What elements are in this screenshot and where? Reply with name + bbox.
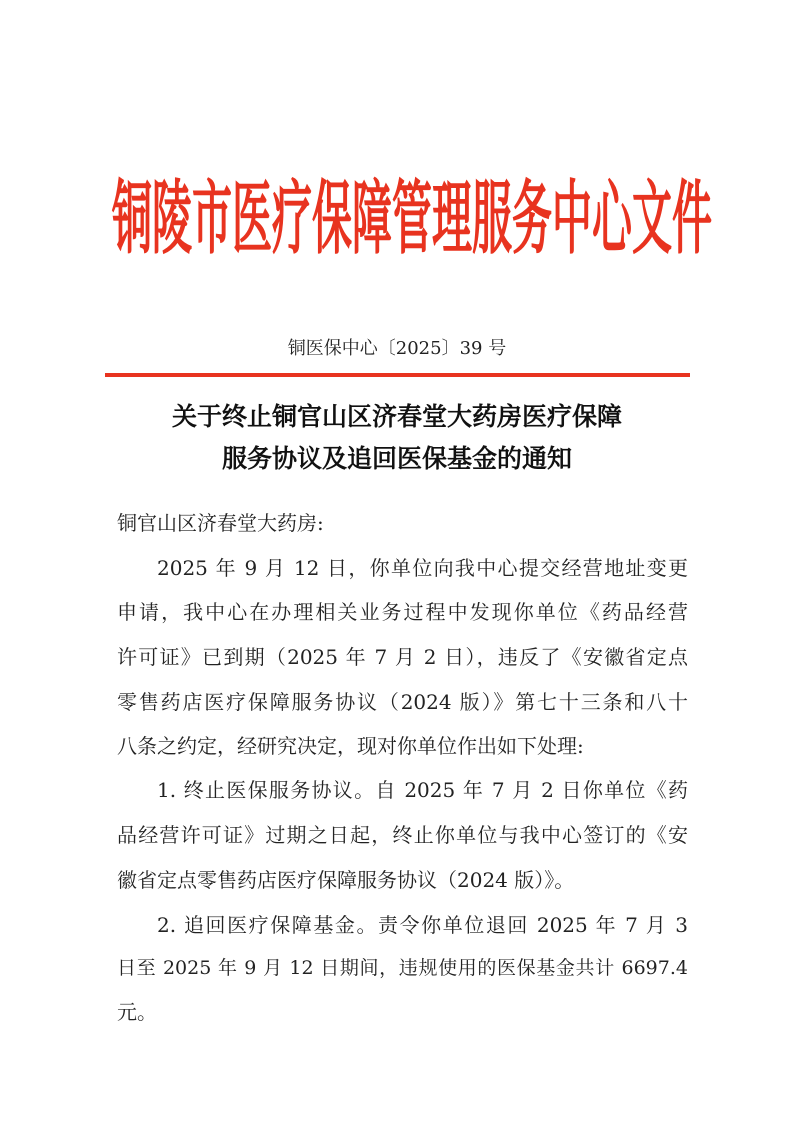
body-line: 1. 终止医保服务协议。自 2025 年 7 月 2 日你单位《药 [157, 778, 688, 802]
body-line: 许可证》已到期（2025 年 7 月 2 日），违反了《安徽省定点 [117, 645, 688, 669]
body-line: 日至 2025 年 9 月 12 日期间，违规使用的医保基金共计 6697.4 [117, 957, 688, 979]
notice-title-line-1: 关于终止铜官山区济春堂大药房医疗保障 [171, 402, 622, 431]
body-line: 2025 年 9 月 12 日，你单位向我中心提交经营地址变更 [157, 556, 688, 580]
org-header-text: 铜陵市医疗保障管理服务中心文件 [112, 174, 712, 266]
addressee: 铜官山区济春堂大药房: [117, 511, 324, 535]
body-line: 品经营许可证》过期之日起，终止你单位与我中心签订的《安 [117, 823, 688, 847]
notice-title-line-2: 服务协议及追回医保基金的通知 [221, 444, 572, 473]
org-header-title [112, 170, 712, 270]
red-divider [105, 373, 690, 377]
body-line: 元。 [117, 1000, 157, 1024]
body-line: 2. 追回医疗保障基金。责令你单位退回 2025 年 7 月 3 [157, 913, 688, 937]
body-line: 零售药店医疗保障服务协议（2024 版）》第七十三条和八十 [117, 690, 688, 714]
body-line: 徽省定点零售药店医疗保障服务协议（2024 版）》。 [117, 868, 575, 892]
document-number: 铜医保中心〔2025〕39 号 [287, 338, 507, 359]
body-line: 八条之约定，经研究决定，现对你单位作出如下处理: [117, 734, 584, 758]
body-line: 申请，我中心在办理相关业务过程中发现你单位《药品经营 [117, 600, 688, 624]
